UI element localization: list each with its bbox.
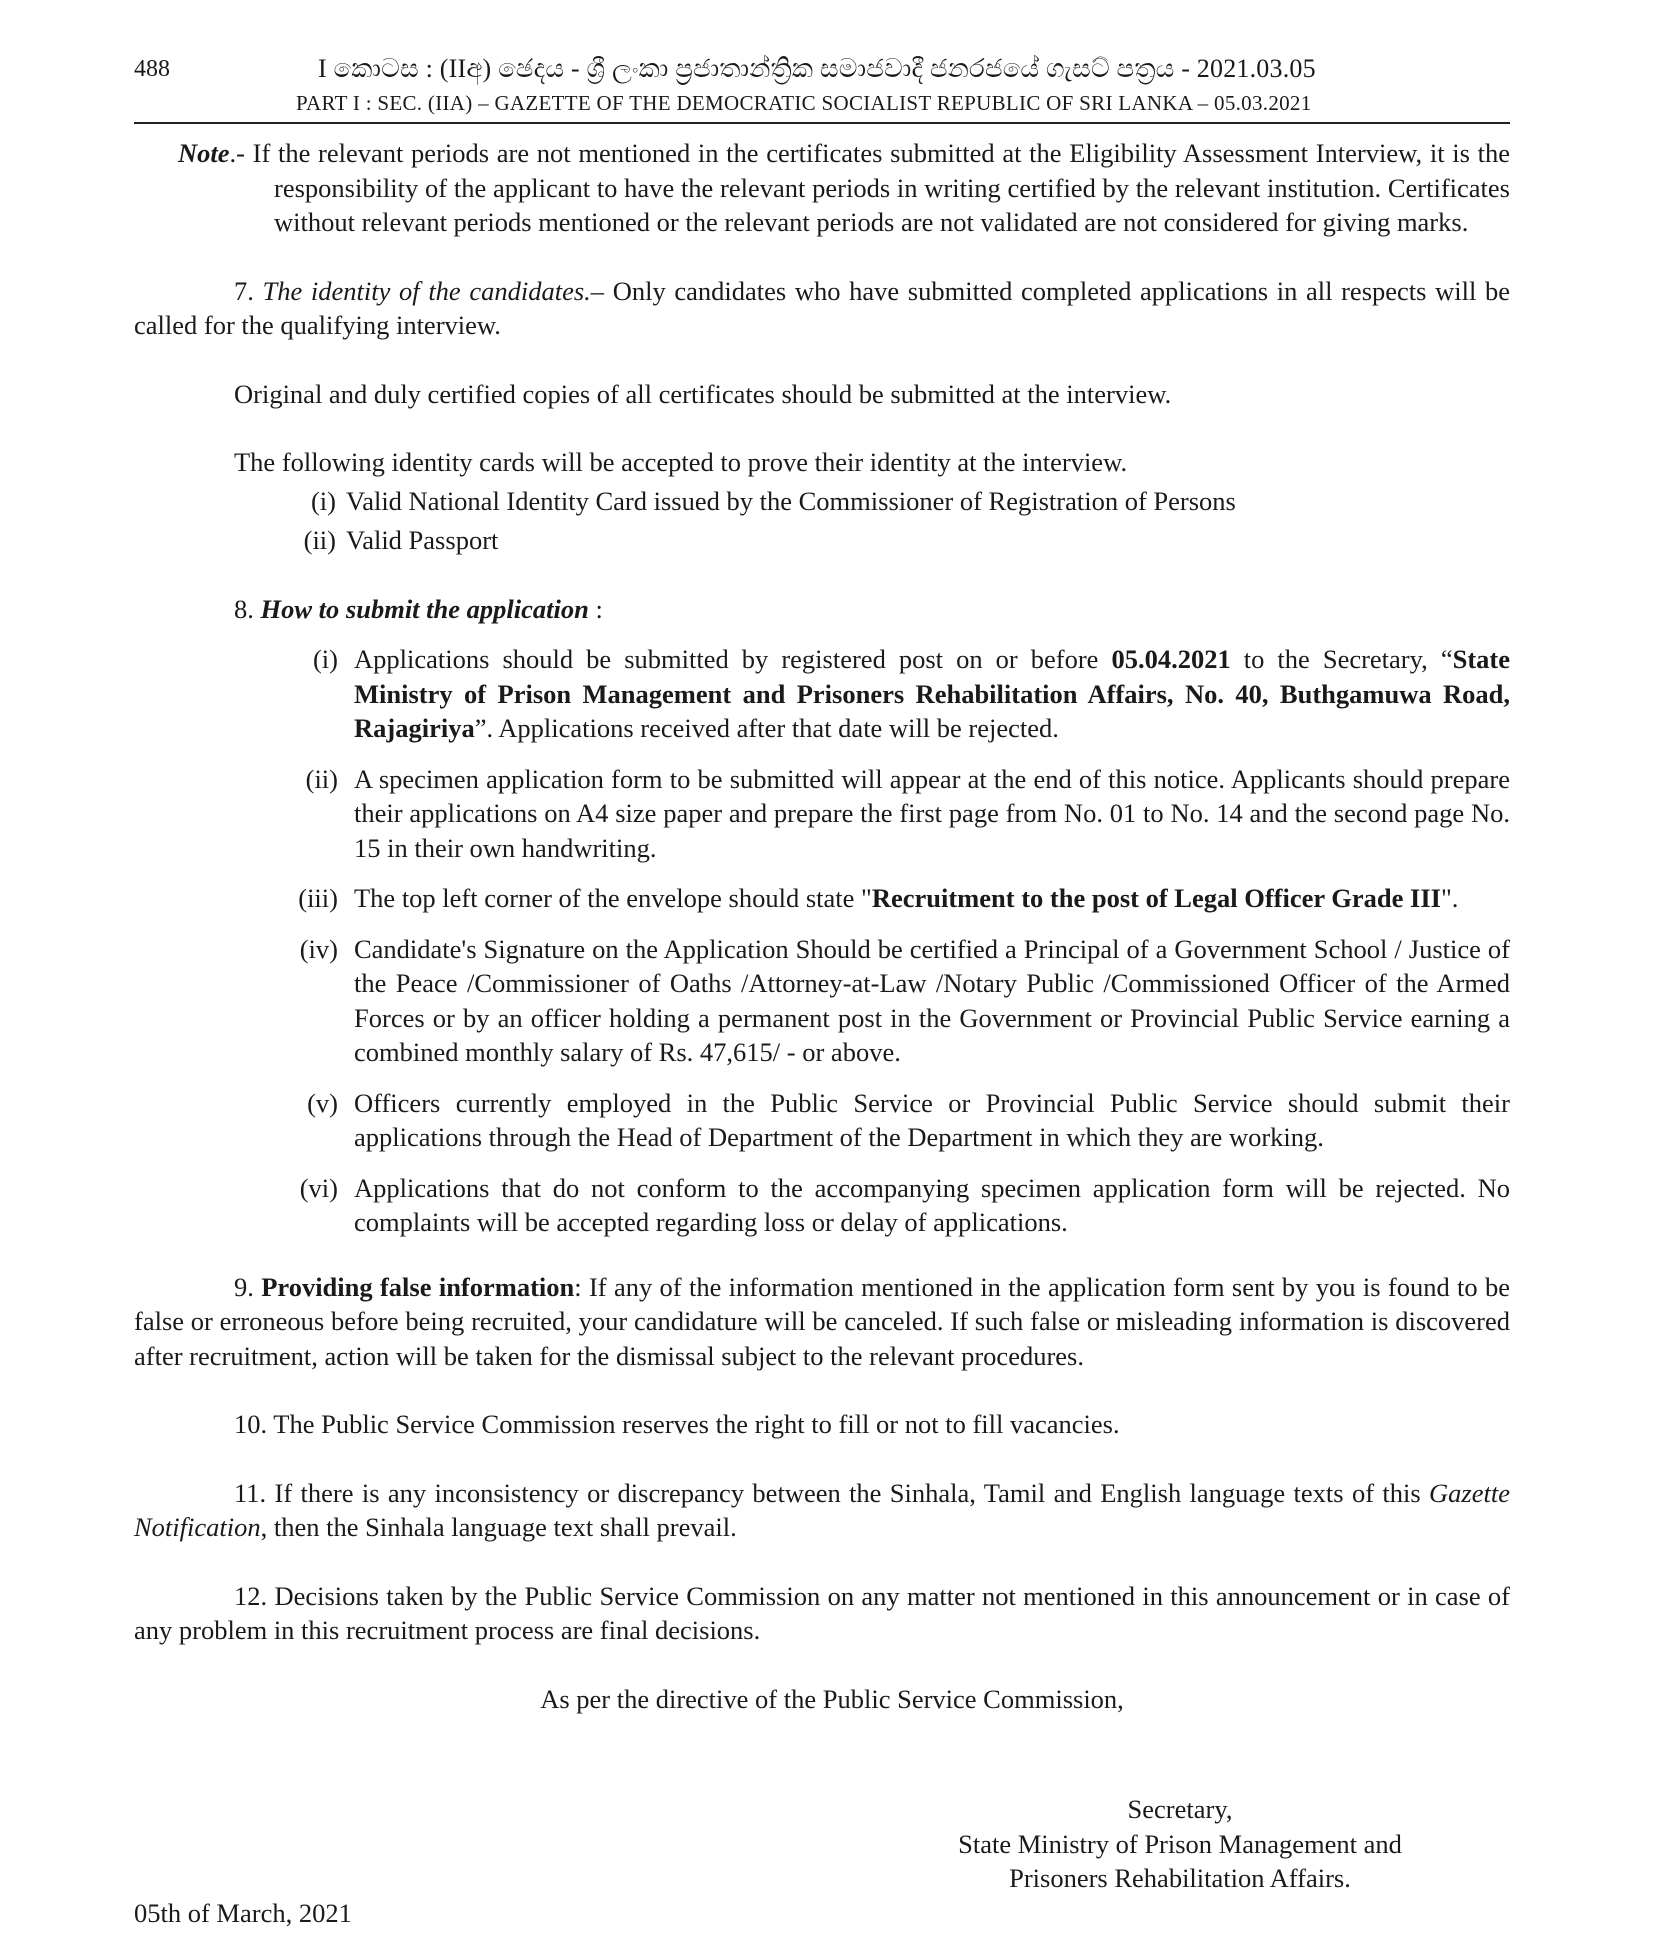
sinhala-header-title: I කොටස : (IIඅ) ඡෙදය - ශ්‍රී ලංකා ප්‍රජාතාන්ත්‍රික සමාජවාදී ජනරජයේ ගැසට් පත්‍රය - 2021.03.05 [318, 54, 1316, 83]
note-text: .- If the relevant periods are not mentioned in the certificates submitted at the Eligibility Assessment Interview, it is the responsibility of the applicant to have the relevant periods in writing certified by the relevant institution. Certificates without relevant periods mentioned or the relevant periods are not validated are not considered for giving marks. [229, 138, 1510, 237]
deadline-date: 05.04.2021 [1111, 644, 1231, 674]
section-12-paragraph: 12. Decisions taken by the Public Service Commission on any matter not mentioned in this announcement or in case of any problem in this recruitment process are final decisions. [134, 1580, 1510, 1645]
section-11-paragraph: 11. If there is any inconsistency or discrepancy between the Sinhala, Tamil and English language texts of this Gazette Notification, then the Sinhala language text shall prevail. [134, 1477, 1510, 1542]
note-label: Note [178, 138, 230, 168]
submission-item-v: (v) Officers currently employed in the Public Service or Provincial Public Service should submit their applications through the Head of Department of the Department in which they are working. [307, 1087, 1510, 1152]
submission-item-vi: (vi) Applications that do not conform to the accompanying specimen application form will be rejected. No complaints will be accepted regarding loss or delay of applications. [299, 1172, 1510, 1237]
identity-item: (i) Valid National Identity Card issued by the Commissioner of Registration of Persons [310, 485, 1236, 516]
submission-item-ii: (ii) A specimen application form to be submitted will appear at the end of this notice. Applicants should prepare their applications on A4 size paper and prepare the first page from No. 01 to No. 14 and the second page No. 15 in their own handwriting. [305, 763, 1510, 863]
submission-item-iii: (iii) The top left corner of the envelope should state "Recruitment to the post of Legal Officer Grade III". [298, 883, 1459, 913]
identity-card-list [134, 484, 1510, 558]
ministry-address: State Ministry of Prison Management and Prisoners Rehabilitation Affairs, No. 40, Buthgamuwa Road, Rajagiriya [354, 644, 1510, 743]
signature-ministry-line2: Prisoners Rehabilitation Affairs. [1009, 1863, 1351, 1893]
gazette-notification-term: Gazette Notification [134, 1477, 1510, 1542]
section-7-text: Only candidates who have submitted completed applications in all respects will be called for the qualifying interview. [134, 275, 1510, 340]
signature-ministry-line1: State Ministry of Prison Management and [958, 1828, 1402, 1859]
section-7-paragraph [134, 274, 1510, 343]
section-7-number: 7. [234, 275, 254, 306]
page-number: 488 [134, 56, 170, 82]
section-9-title: Providing false information [261, 1271, 575, 1302]
section-10-paragraph: 10. The Public Service Commission reserves the right to fill or not to fill vacancies. [234, 1409, 1120, 1439]
header-divider [134, 122, 1510, 124]
section-7-identity-intro: The following identity cards will be accepted to prove their identity at the interview. [234, 447, 1128, 477]
envelope-label: Recruitment to the post of Legal Officer Grade III [871, 883, 1441, 913]
section-7-certificates-text: Original and duly certified copies of all certificates should be submitted at the interview. [234, 378, 1172, 409]
directive-line: As per the directive of the Public Service Commission, [540, 1683, 1124, 1714]
section-8-title: How to submit the application [260, 593, 589, 624]
identity-item: (ii) Valid Passport [303, 525, 499, 555]
english-header-title: PART I : SEC. (IIA) – GAZETTE OF THE DEMOCRATIC SOCIALIST REPUBLIC OF SRI LANKA – 05.03.2021 [296, 91, 1312, 115]
section-9-paragraph: 9. Providing false information: If any of the information mentioned in the application form sent by you is found to be false or erroneous before being recruited, your candidature will be canceled. If such false or misleading information is discovered after recruitment, action will be taken for the dismissal subject to the relevant procedures. [134, 1271, 1510, 1371]
document-date: 05th of March, 2021 [134, 1898, 352, 1928]
submission-list [284, 642, 1510, 1240]
signature-block [900, 1792, 1460, 1896]
document-body [134, 136, 1510, 1716]
note-paragraph [134, 136, 1510, 240]
submission-item-iv: (iv) Candidate's Signature on the Application Should be certified a Principal of a Government School / Justice of the Peace /Commissioner of Oaths /Attorney-at-Law /Notary Public /Commissioned Officer of the Armed Forces or by an officer holding a permanent post in the Government or Provincial Public Service earning a combined monthly salary of Rs. 47,615/ - or above. [299, 933, 1510, 1067]
section-8-heading: 8. How to submit the application : [234, 593, 603, 624]
submission-item-i: (i) Applications should be submitted by registered post on or before 05.04.2021 to the Secretary, “State Ministry of Prison Management and Prisoners Rehabilitation Affairs, No. 40, Buthgamuwa Road, Rajagiriya”. Applications received after that date will be rejected. [312, 644, 1510, 743]
section-7-title: The identity of the candidates.– [262, 275, 605, 306]
signature-title: Secretary, [1127, 1794, 1233, 1824]
